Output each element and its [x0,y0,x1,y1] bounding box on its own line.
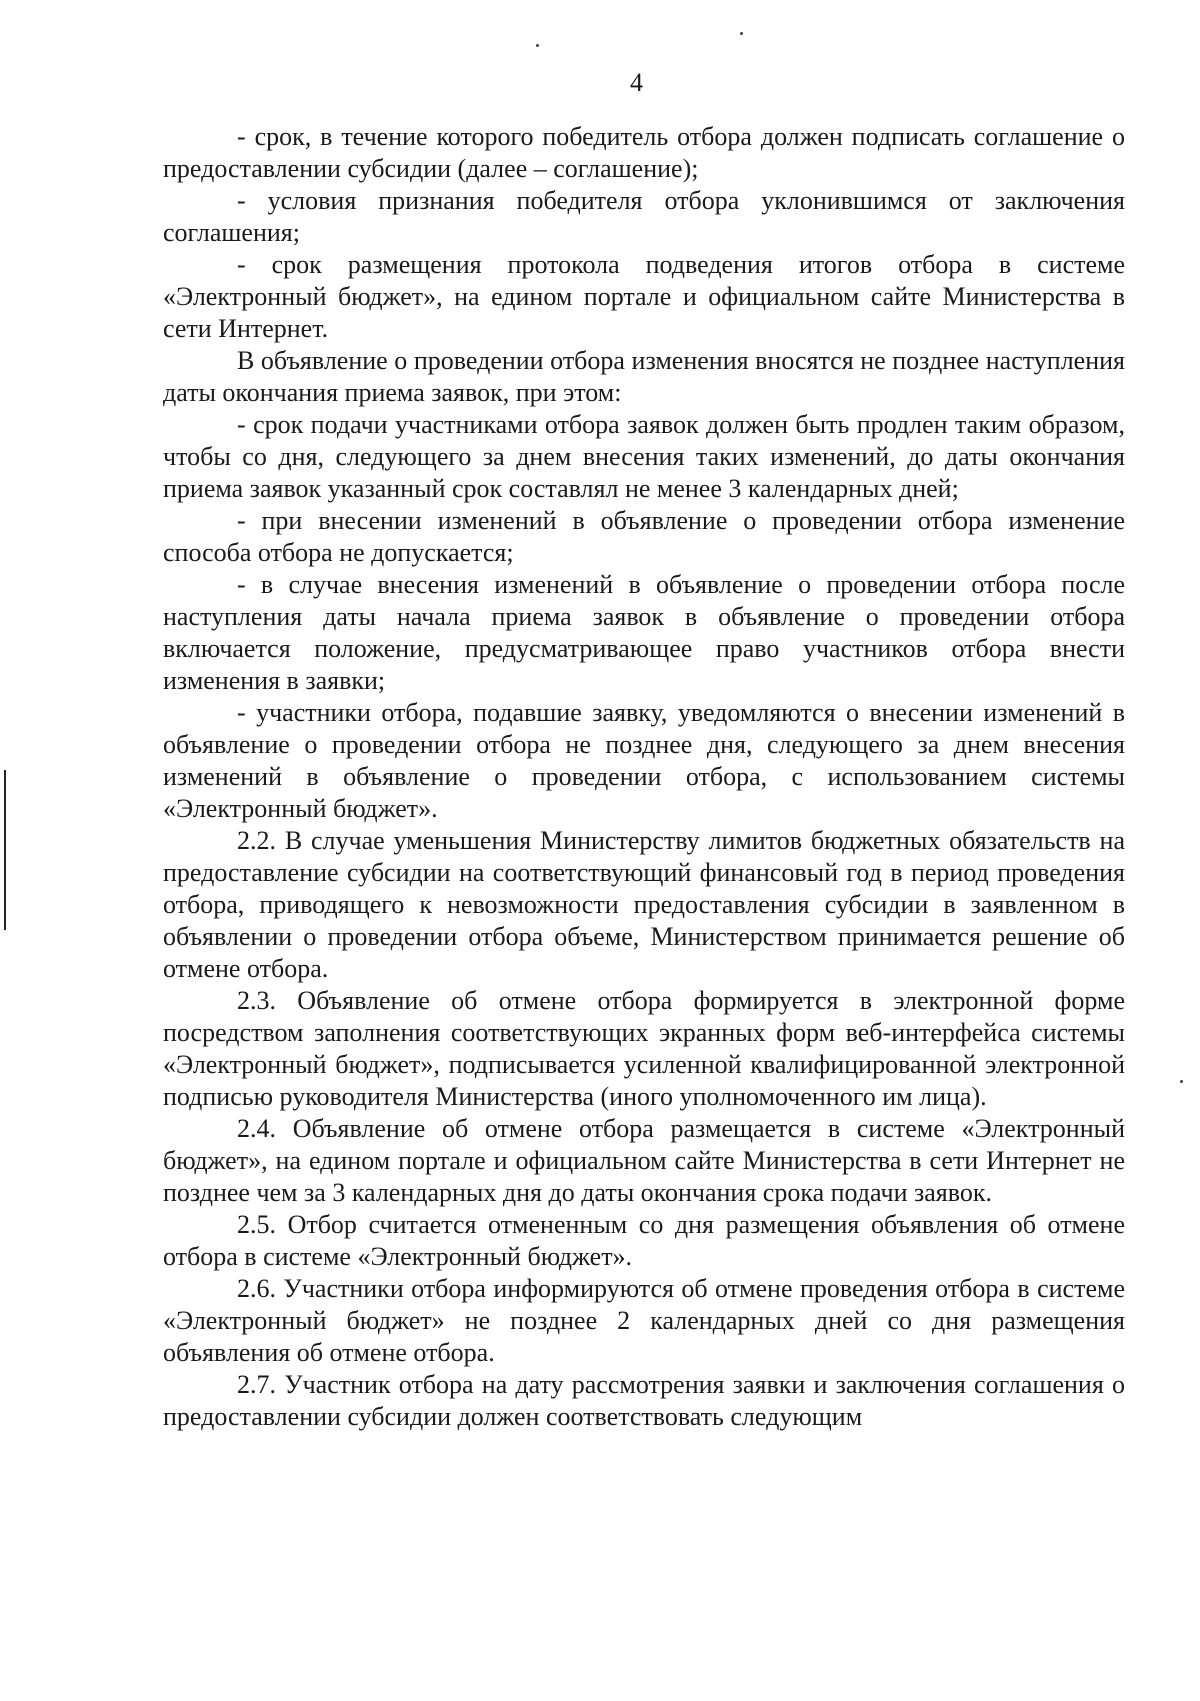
document-body [163,121,1125,1433]
paragraph: - срок размещения протокола подведения итогов отбора в системе «Электронный бюджет», на едином портале и официальном сайте Министерства в сети Интернет. [163,250,1125,343]
paragraph: - при внесении изменений в объявление о проведении отбора изменение способа отбора не допускается; [163,506,1125,567]
paragraph: 2.4. Объявление об отмене отбора размещается в системе «Электронный бюджет», на едином портале и официальном сайте Министерства в сети Интернет не позднее чем за 3 календарных дня до даты окончания срока подачи заявок. [163,1114,1125,1207]
scan-margin-line [4,770,6,930]
paragraph: - срок подачи участниками отбора заявок должен быть продлен таким образом, чтобы со дня, следующего за днем внесения таких изменений, до даты окончания приема заявок указанный срок составлял не менее 3 календарных дней; [163,410,1125,503]
page-number: 4 [630,68,643,97]
paragraph: 2.3. Объявление об отмене отбора формируется в электронной форме посредством заполнения соответствующих экранных форм веб-интерфейса системы «Электронный бюджет», подписывается усиленной квалифицированной электронной подписью руководителя Министерства (иного уполномоченного им лица). [163,986,1125,1111]
paragraph: - срок, в течение которого победитель отбора должен подписать соглашение о предоставлении субсидии (далее – соглашение); [163,122,1125,183]
paragraph: 2.6. Участники отбора информируются об отмене проведения отбора в системе «Электронный бюджет» не позднее 2 календарных дней со дня размещения объявления об отмене отбора. [163,1274,1125,1367]
scan-speck [536,44,539,47]
paragraph: - условия признания победителя отбора уклонившимся от заключения соглашения; [163,186,1125,247]
paragraph: В объявление о проведении отбора изменения вносятся не позднее наступления даты окончания приема заявок, при этом: [163,346,1125,407]
paragraph: 2.2. В случае уменьшения Министерству лимитов бюджетных обязательств на предоставление субсидии на соответствующий финансовый год в период проведения отбора, приводящего к невозможности предоставления субсидии в заявленном в объявлении о проведении отбора объеме, Министерством принимается решение об отмене отбора. [163,826,1125,983]
scan-speck [1180,1080,1183,1083]
paragraph: 2.7. Участник отбора на дату рассмотрения заявки и заключения соглашения о предоставлении субсидии должен соответствовать следующим [163,1370,1125,1431]
paragraph: - в случае внесения изменений в объявление о проведении отбора после наступления даты начала приема заявок в объявление о проведении отбора включается положение, предусматривающее право участников отбора внести изменения в заявки; [163,570,1125,695]
scan-speck [740,32,743,35]
paragraph: 2.5. Отбор считается отмененным со дня размещения объявления об отмене отбора в системе «Электронный бюджет». [163,1210,1125,1271]
paragraph: - участники отбора, подавшие заявку, уведомляются о внесении изменений в объявление о проведении отбора не позднее дня, следующего за днем внесения изменений в объявление о проведении отбора, с использованием системы «Электронный бюджет». [163,698,1125,823]
